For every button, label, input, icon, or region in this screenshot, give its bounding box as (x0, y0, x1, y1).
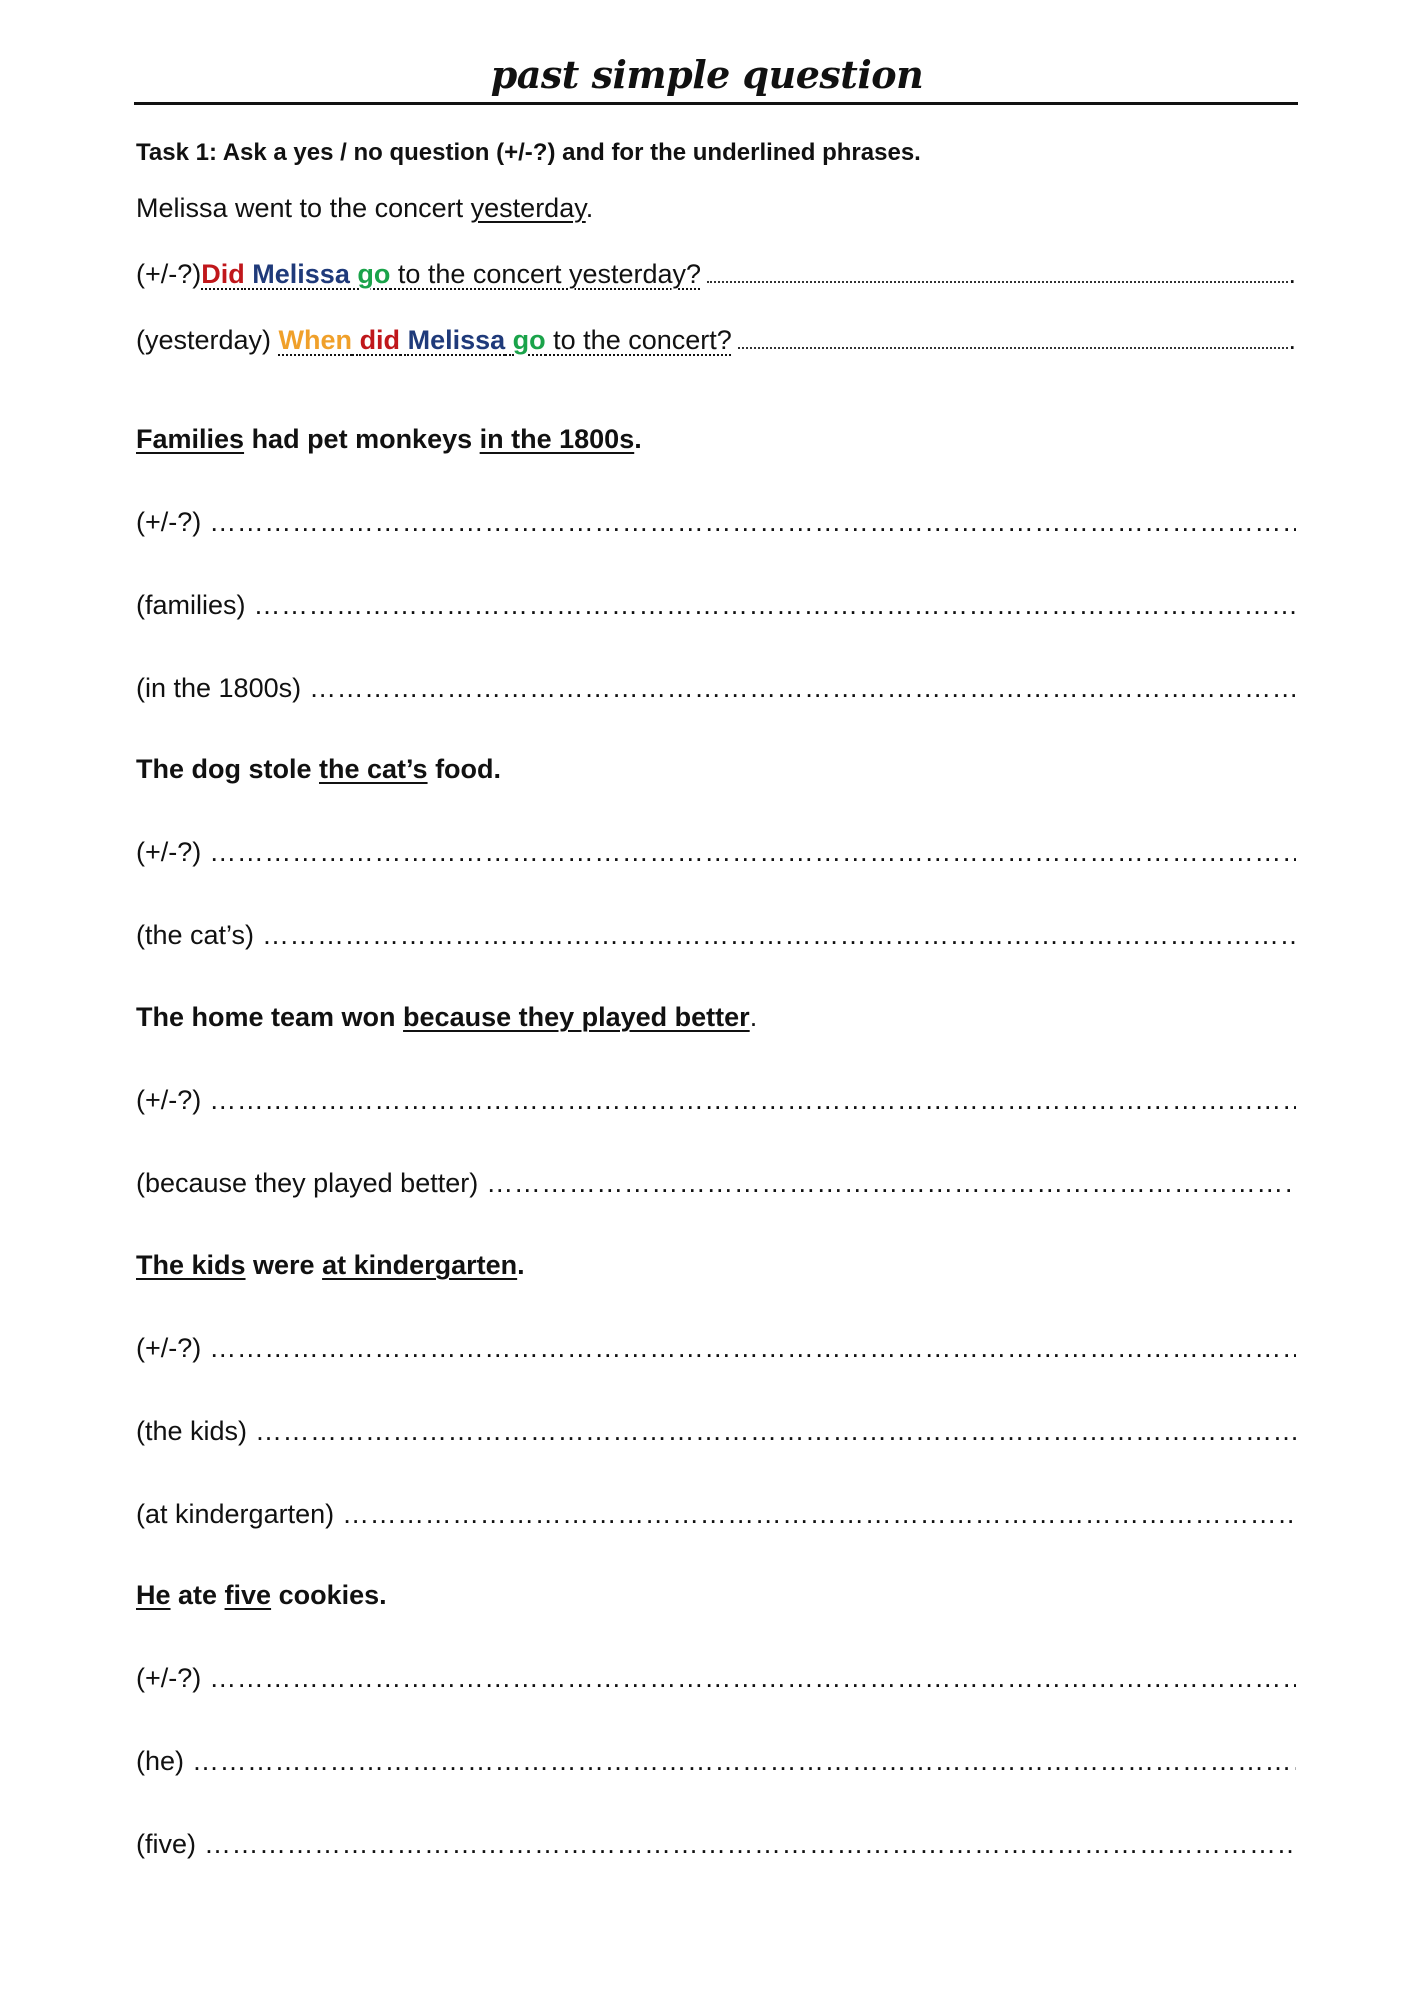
answer-line[interactable] (136, 835, 1296, 869)
underlined-phrase: the cat’s (319, 754, 428, 784)
answer-line[interactable] (136, 1661, 1296, 1695)
prompt-label: (five) (136, 1829, 196, 1859)
dotted-answer-space (342, 1497, 1296, 1531)
answer-line[interactable] (136, 1083, 1296, 1117)
dotted-answer-space (209, 1661, 1296, 1695)
answer-line[interactable] (136, 918, 1296, 952)
sentence-heading: He ate five cookies. (136, 1580, 387, 1610)
answer-line[interactable] (136, 671, 1296, 705)
underlined-phrase: He (136, 1580, 171, 1610)
verb-go: go (512, 325, 546, 355)
subject-melissa: Melissa (252, 259, 350, 289)
answer-label: (+/-?) (136, 259, 202, 289)
prompt-label: (+/-?) (136, 507, 202, 537)
sentence-heading: The home team won because they played better. (136, 1002, 758, 1032)
prompt-label: (families) (136, 590, 246, 620)
task-instruction: Task 1: Ask a yes / no question (+/-?) and for the underlined phrases. (136, 139, 921, 166)
answer-line[interactable] (136, 588, 1296, 622)
example-answer-text (279, 323, 732, 357)
prompt-label: (at kindergarten) (136, 1499, 335, 1529)
sentence-heading: The kids were at kindergarten. (136, 1250, 525, 1280)
dotted-answer-space (209, 505, 1296, 539)
prompt-label: (+/-?) (136, 837, 202, 867)
dotted-answer-space (309, 671, 1296, 705)
prompt-label: (because they played better) (136, 1168, 479, 1198)
answer-dotted-line (738, 346, 1289, 349)
prompt-label: (+/-?) (136, 1663, 202, 1693)
underlined-phrase: because they played better (403, 1002, 750, 1032)
dotted-answer-space (262, 918, 1296, 952)
prompt-label: (+/-?) (136, 1085, 202, 1115)
dotted-answer-space (486, 1166, 1296, 1200)
answer-line[interactable] (136, 1744, 1296, 1778)
verb-go: go (357, 259, 391, 289)
answer-line[interactable] (136, 1166, 1296, 1200)
dotted-answer-space (209, 1331, 1296, 1365)
dotted-answer-space (209, 835, 1296, 869)
wh-word-when: When (278, 325, 353, 355)
prompt-label: (in the 1800s) (136, 673, 302, 703)
answer-line[interactable] (136, 1414, 1296, 1448)
answer-line[interactable] (136, 1331, 1296, 1365)
dotted-answer-space (209, 1083, 1296, 1117)
answer-line[interactable] (136, 1827, 1296, 1861)
aux-did: did (359, 325, 401, 355)
example-answer-wh (136, 323, 1296, 357)
answer-line[interactable] (136, 1497, 1296, 1531)
answer-label: (yesterday) (136, 325, 279, 355)
example-sentence-text: Melissa went to the concert (136, 193, 471, 223)
answer-period: . (1288, 259, 1296, 289)
prompt-label: (the kids) (136, 1416, 248, 1446)
prompt-label: (he) (136, 1746, 185, 1776)
underlined-phrase: in the 1800s (479, 424, 635, 454)
example-sentence (136, 191, 1296, 225)
underlined-phrase: Families (136, 424, 245, 454)
underlined-phrase: The kids (136, 1250, 246, 1280)
answer-rest: to the concert yesterday? (390, 259, 702, 289)
prompt-label: (+/-?) (136, 1333, 202, 1363)
example-answer-text (201, 257, 701, 291)
dotted-answer-space (255, 1414, 1296, 1448)
sentence-heading: Families had pet monkeys in the 1800s. (136, 424, 642, 454)
example-answer-yes-no (136, 257, 1296, 291)
answer-dotted-line (707, 280, 1288, 283)
answer-rest: to the concert? (545, 325, 732, 355)
underlined-phrase: five (224, 1580, 272, 1610)
dotted-answer-space (192, 1744, 1296, 1778)
dotted-answer-space (254, 588, 1296, 622)
sentence-heading: The dog stole the cat’s food. (136, 754, 502, 784)
example-underlined-phrase: yesterday (470, 193, 586, 223)
answer-period: . (1288, 325, 1296, 355)
aux-did: Did (201, 259, 245, 289)
worksheet-title: past simple question (490, 52, 924, 97)
example-sentence-end: . (585, 193, 594, 223)
underlined-phrase: at kindergarten (322, 1250, 518, 1280)
answer-line[interactable] (136, 505, 1296, 539)
prompt-label: (the cat’s) (136, 920, 255, 950)
title-rule (134, 102, 1298, 105)
subject-melissa: Melissa (407, 325, 506, 355)
dotted-answer-space (204, 1827, 1296, 1861)
